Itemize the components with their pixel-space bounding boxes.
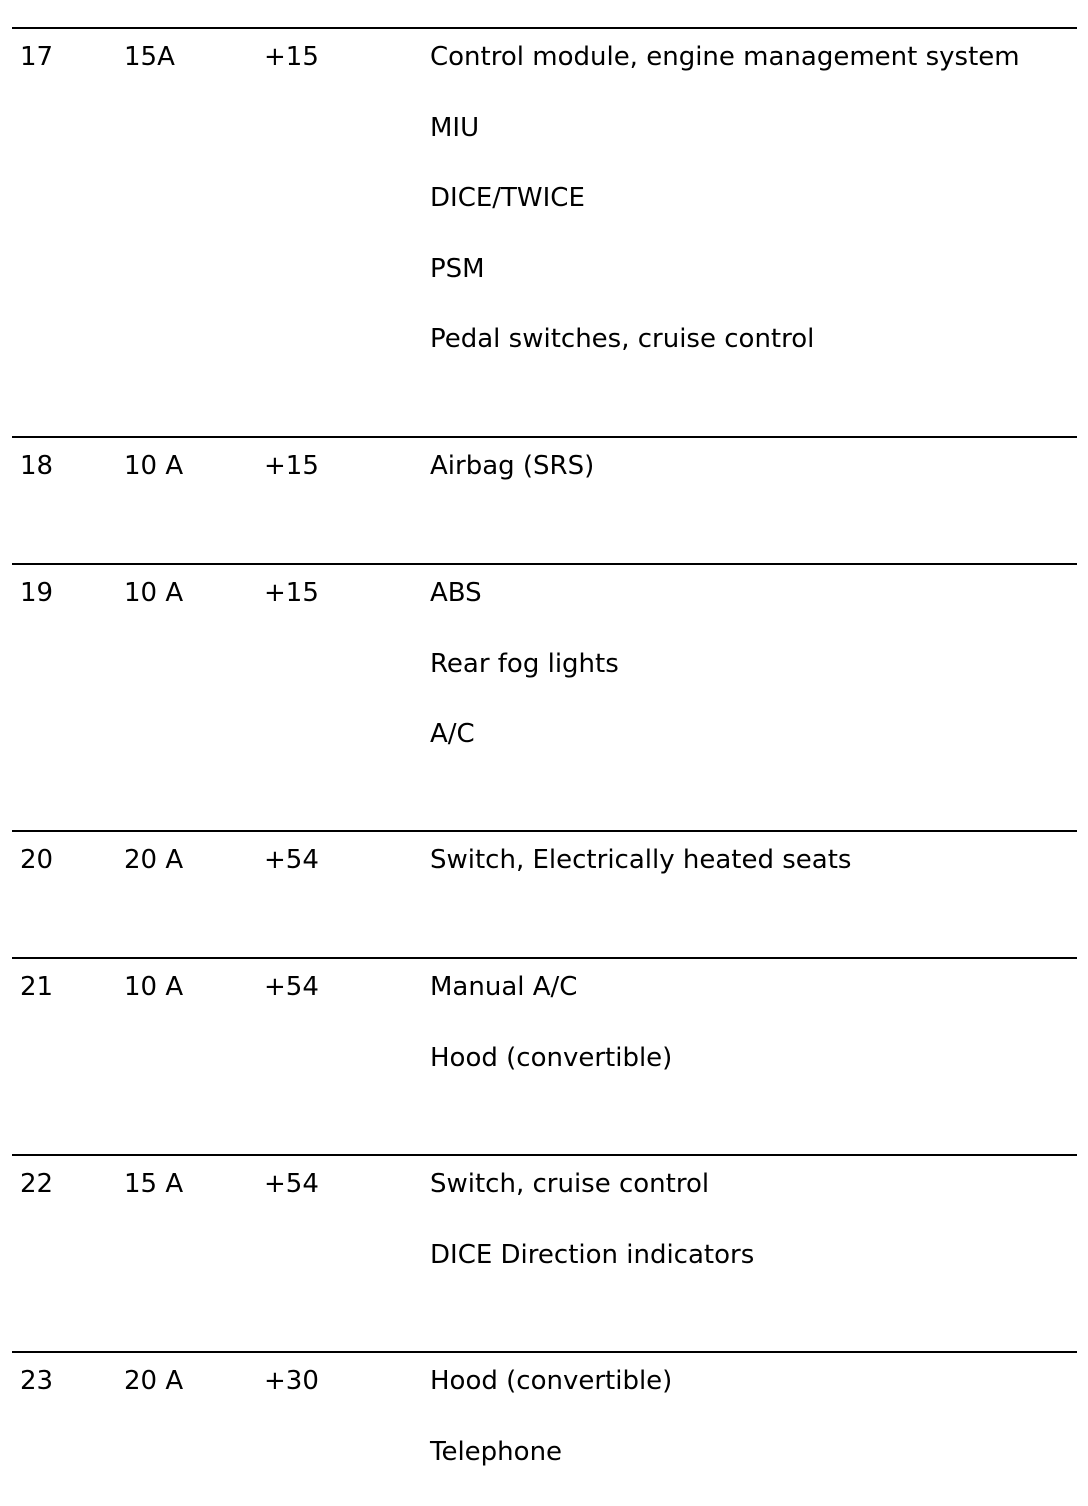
fuse-number: 18 bbox=[20, 451, 54, 481]
circuit-item: Rear fog lights bbox=[430, 648, 619, 679]
table-row bbox=[12, 27, 1077, 354]
fuse-terminal: +30 bbox=[264, 1366, 319, 1396]
circuit-list bbox=[430, 577, 619, 789]
fuse-terminal: +54 bbox=[264, 972, 319, 1002]
circuit-list bbox=[430, 971, 672, 1112]
circuit-item: Switch, Electrically heated seats bbox=[430, 845, 852, 875]
circuit-item: PSM bbox=[430, 253, 485, 284]
circuit-item: A/C bbox=[430, 719, 475, 749]
fuse-number: 23 bbox=[20, 1366, 54, 1396]
circuit-item: Airbag (SRS) bbox=[430, 451, 595, 481]
fuse-rating: 15 A bbox=[124, 1169, 184, 1199]
fuse-rating: 10 A bbox=[124, 578, 184, 608]
circuit-item: Control module, engine management system bbox=[430, 42, 1020, 72]
fuse-rating: 15A bbox=[124, 42, 175, 72]
table-row bbox=[12, 1154, 1077, 1270]
fuse-terminal: +15 bbox=[264, 42, 319, 72]
fuse-number: 17 bbox=[20, 42, 54, 72]
table-row bbox=[12, 436, 1077, 481]
fuse-number: 21 bbox=[20, 972, 54, 1002]
table-row bbox=[12, 830, 1077, 875]
fuse-terminal: +15 bbox=[264, 578, 319, 608]
circuit-list bbox=[430, 1365, 672, 1506]
circuit-item: DICE Direction indicators bbox=[430, 1239, 755, 1270]
circuit-item: Hood (convertible) bbox=[430, 1366, 673, 1396]
table-row bbox=[12, 1351, 1077, 1467]
fuse-number: 22 bbox=[20, 1169, 54, 1199]
circuit-item: Switch, cruise control bbox=[430, 1169, 710, 1199]
circuit-item: Pedal switches, cruise control bbox=[430, 324, 815, 354]
table-row bbox=[12, 957, 1077, 1073]
circuit-item: MIU bbox=[430, 112, 480, 143]
circuit-list bbox=[430, 844, 851, 915]
fuse-rating: 20 A bbox=[124, 845, 184, 875]
circuit-item: Telephone bbox=[430, 1436, 563, 1467]
fuse-rating: 10 A bbox=[124, 451, 184, 481]
circuit-item: ABS bbox=[430, 578, 482, 608]
fuse-terminal: +54 bbox=[264, 1169, 319, 1199]
fuse-terminal: +54 bbox=[264, 845, 319, 875]
circuit-list bbox=[430, 450, 594, 521]
fuse-terminal: +15 bbox=[264, 451, 319, 481]
fuse-rating: 20 A bbox=[124, 1366, 184, 1396]
circuit-item: Manual A/C bbox=[430, 972, 578, 1002]
circuit-item: DICE/TWICE bbox=[430, 183, 585, 213]
circuit-list bbox=[430, 1168, 754, 1309]
fuse-rating: 10 A bbox=[124, 972, 184, 1002]
circuit-list bbox=[430, 41, 1020, 394]
fuse-number: 20 bbox=[20, 845, 54, 875]
table-row bbox=[12, 563, 1077, 749]
fuse-number: 19 bbox=[20, 578, 54, 608]
circuit-item: Hood (convertible) bbox=[430, 1042, 673, 1073]
